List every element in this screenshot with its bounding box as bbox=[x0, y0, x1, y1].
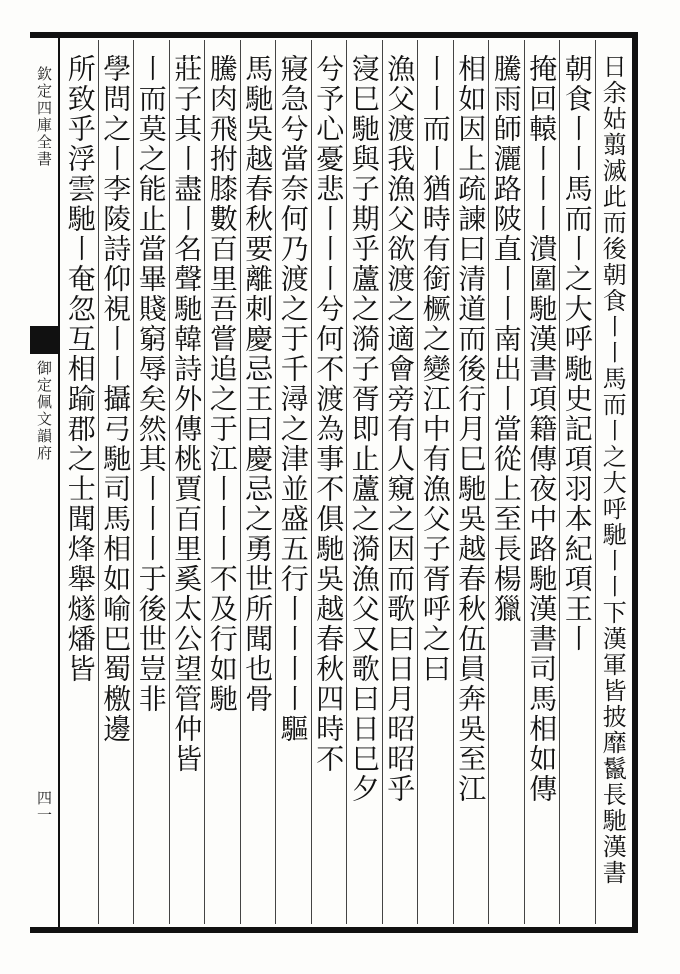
frame-top-rule bbox=[30, 32, 634, 38]
book-title: 御定佩文韻府 bbox=[35, 360, 53, 462]
page-gutter bbox=[30, 38, 58, 927]
column-divider bbox=[559, 40, 560, 924]
text-column: 馬馳吳越春秋要離刺慶忌王曰慶忌之勇世所聞也骨 bbox=[241, 54, 275, 714]
frame-right-rule bbox=[632, 32, 638, 933]
column-divider bbox=[382, 40, 383, 924]
text-column: 〡〡而〡猶時有銜橛之變江中有漁父子胥呼之曰 bbox=[418, 54, 452, 684]
column-divider bbox=[275, 40, 276, 924]
column-divider bbox=[311, 40, 312, 924]
column-divider bbox=[417, 40, 418, 924]
column-divider bbox=[169, 40, 170, 924]
text-column: 漁父渡我漁父欲渡之適會旁有人窺之因而歌曰日月昭昭乎 bbox=[383, 54, 417, 804]
column-divider bbox=[98, 40, 99, 924]
text-column: 寢急兮當奈何乃渡之于千潯之津並盛五行〡〡〡〡驅 bbox=[276, 54, 310, 744]
column-divider bbox=[595, 40, 596, 924]
collection-title: 欽定四庫全書 bbox=[35, 66, 53, 168]
text-column: 騰肉飛拊膝數百里吾嘗追之于江〡〡〡不及行如馳 bbox=[205, 54, 239, 714]
text-column: 所致乎浮雲馳〡奄忽互相踰郡之士聞烽舉燧燔皆 bbox=[63, 54, 97, 684]
text-column: 〡而莫之能止當畢賤窮辱矣然其〡〡〡于後世豈非 bbox=[134, 54, 168, 714]
column-divider bbox=[524, 40, 525, 924]
column-divider bbox=[346, 40, 347, 924]
fishtail-mark bbox=[30, 326, 58, 354]
text-columns bbox=[62, 40, 630, 924]
column-divider bbox=[453, 40, 454, 924]
frame-bottom-rule bbox=[30, 927, 634, 933]
text-column: 掩回轅〡〡〡潰圍馳漢書項籍傳夜中路馳漢書司馬相如傳 bbox=[525, 54, 559, 804]
text-column: 寖巳馳與子期乎蘆之漪子胥即止蘆之漪漁父又歌曰日巳夕 bbox=[347, 54, 381, 804]
column-divider bbox=[488, 40, 489, 924]
text-column: 朝食〡〡馬而〡之大呼馳史記項羽本紀項王〡 bbox=[560, 54, 594, 654]
text-column: 相如因上疏諫曰清道而後行月巳馳吳越春秋伍員奔吳至江 bbox=[454, 54, 488, 804]
text-column: 騰雨師灑路陂直〡〡南出〡當從上至長楊獵 bbox=[489, 54, 523, 624]
column-divider bbox=[240, 40, 241, 924]
text-column: 學問之〡李陵詩仰視〡〡攝弓馳司馬相如喻巴蜀檄邊 bbox=[99, 54, 133, 744]
text-column: 兮予心憂悲〡〡〡兮何不渡為事不俱馳吳越春秋四時不 bbox=[312, 54, 346, 774]
text-column: 莊子其〡盡〡名聲馳韓詩外傳桃賈百里奚太公望管仲皆 bbox=[170, 54, 204, 774]
page-number: 四一 bbox=[35, 790, 53, 824]
frame-left-rule bbox=[58, 38, 60, 927]
column-divider bbox=[204, 40, 205, 924]
text-column: 日余姑翦滅此而後朝食〡〡馬而〡之大呼馳〡〡下漢軍皆披靡鬣長馳漢書 bbox=[598, 54, 627, 886]
column-divider bbox=[133, 40, 134, 924]
